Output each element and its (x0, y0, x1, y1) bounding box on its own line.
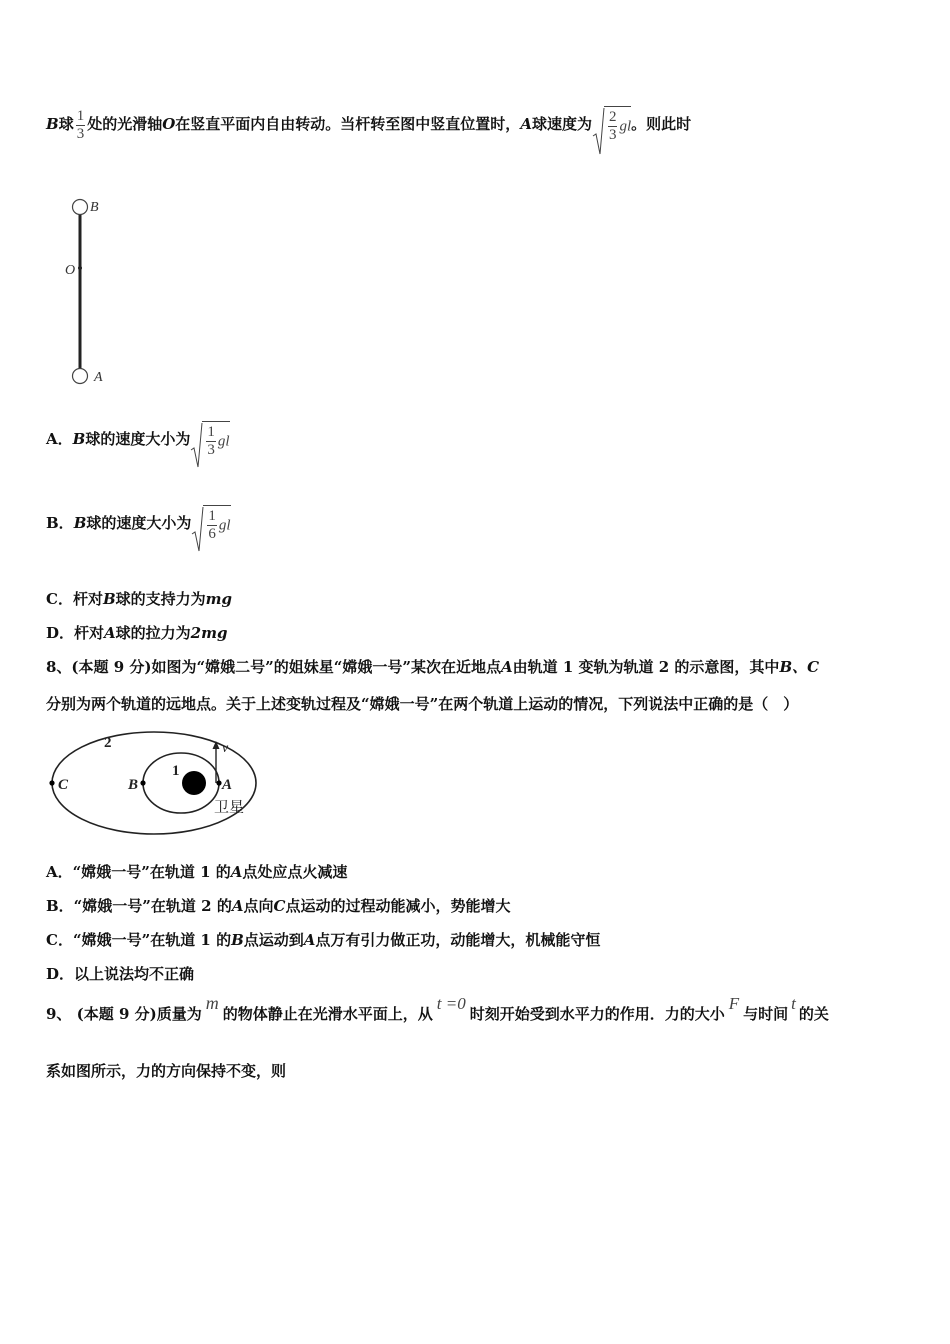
q7-intro-line (46, 106, 691, 144)
point-c-dot (49, 780, 54, 785)
q8-opt-d-text: D．以上说法均不正确 (46, 965, 195, 983)
q8-line-1 (46, 656, 819, 677)
q9-var-m: m (205, 993, 219, 1013)
planet-dot (182, 771, 206, 795)
q7-option-d (46, 622, 227, 643)
q9-t-zero: t =0 (436, 994, 466, 1013)
radical-sign (592, 106, 606, 158)
intro-text-c: 球速度为 (531, 115, 592, 133)
radical-sign (190, 421, 204, 471)
intro-text-d: 。则此时 (631, 115, 692, 133)
q8-opt-c-point1: B (231, 931, 244, 949)
q7-option-c (46, 588, 232, 609)
q9-text-5: 的关 (798, 1005, 829, 1023)
q8-text-b: 由轨道 1 变轨为轨道 2 的示意图，其中 (512, 658, 780, 676)
ball-b-circle (73, 200, 88, 215)
q8-opt-a-text1: A．“嫦娥一号”在轨道 1 的 (46, 863, 231, 881)
one-third-fraction (76, 108, 86, 143)
point-c-label: C (58, 777, 69, 793)
point-b-dot (140, 780, 145, 785)
q8-opt-a-text2: 点处应点火减速 (242, 863, 348, 881)
axis-label: O (162, 115, 176, 133)
option-b-sqrt (191, 505, 230, 543)
option-a-prefix: A． (46, 430, 73, 448)
intro-text-b: 在竖直平面内自由转动。当杆转至图中竖直位置时， (175, 115, 521, 133)
pivot-dot (78, 266, 82, 270)
option-c-ball: B (102, 590, 116, 608)
option-d-prefix: D．杆对 (46, 624, 105, 642)
q8-opt-a-point: A (230, 863, 243, 881)
radical-sign (191, 505, 205, 555)
option-b-num: 1 (208, 508, 216, 524)
option-d-ball: A (104, 624, 116, 642)
q8-opt-c-text1: C．“嫦娥一号”在轨道 1 的 (46, 931, 232, 949)
q9-line-2 (46, 1060, 286, 1081)
option-a-text: 球的速度大小为 (85, 430, 191, 448)
q8-opt-c-text3: 点万有引力做正功，动能增大，机械能守恒 (315, 931, 601, 949)
option-a-sqrt (190, 421, 229, 459)
q9-text-line2: 系如图所示，力的方向保持不变，则 (46, 1062, 287, 1080)
q9-text-2: 的物体静止在光滑水平面上，从 (222, 1005, 433, 1023)
sqrt-numerator: 2 (608, 109, 617, 125)
q8-points-bc: B、C (779, 658, 820, 676)
option-d-value: 2mg (190, 624, 228, 642)
orbit-1-label: 1 (172, 763, 180, 779)
q9-line-1 (46, 993, 829, 1024)
q8-option-d (46, 963, 194, 984)
q9-text-4: 与时间 (743, 1005, 789, 1023)
q8-opt-c-point2: A (303, 931, 316, 949)
option-c-prefix: C．杆对 (46, 590, 103, 608)
q8-line-2 (46, 693, 798, 714)
q8-opt-b-text3: 点运动的过程动能减小，势能增大 (285, 897, 511, 915)
option-b-text: 球的速度大小为 (86, 514, 192, 532)
option-a-ball: B (72, 430, 86, 448)
option-b-ball: B (73, 514, 87, 532)
orbit-1-ellipse (143, 753, 219, 813)
sqrt-variable: gl (619, 118, 632, 135)
ball-word: 球 (58, 115, 74, 133)
option-a-num: 1 (207, 424, 215, 440)
option-c-value: mg (205, 590, 233, 608)
satellite-label: 卫星 (214, 800, 245, 816)
intro-text-a: 处的光滑轴 (87, 115, 163, 133)
q9-var-f: F (728, 994, 740, 1013)
q8-text-a: 8、(本题 9 分)如图为“嫦娥二号”的姐妹星“嫦娥一号”某次在近地点 (46, 658, 502, 676)
orbit-figure (44, 730, 264, 840)
q8-option-c (46, 929, 600, 950)
fraction-numerator: 1 (76, 107, 85, 124)
fig-label-b: B (90, 200, 99, 215)
option-b-prefix: B． (46, 514, 74, 532)
rod-figure (44, 192, 124, 392)
ball-b-label: B (46, 115, 59, 133)
q8-option-b (46, 895, 510, 916)
velocity-label: v (222, 741, 229, 756)
sqrt-denominator: 3 (608, 127, 617, 143)
option-c-text: 球的支持力为 (115, 590, 206, 608)
q9-text-1: 9、 (本题 9 分)质量为 (46, 1005, 202, 1023)
q8-point-a: A (501, 658, 513, 676)
fig-label-o: O (65, 263, 76, 278)
q8-option-a (46, 861, 347, 882)
fig-label-a: A (94, 370, 103, 385)
point-b-label: B (128, 777, 139, 793)
q7-option-b (46, 505, 231, 543)
option-a-den: 3 (207, 442, 215, 458)
option-b-den: 6 (208, 526, 216, 542)
q8-opt-b-text2: 点向 (243, 897, 274, 915)
option-d-text: 球的拉力为 (115, 624, 191, 642)
orbit-2-label: 2 (104, 735, 112, 751)
option-b-var: gl (218, 517, 231, 534)
fraction-denominator: 3 (76, 125, 85, 142)
q8-opt-c-text2: 点运动到 (243, 931, 304, 949)
ball-a-circle (73, 369, 88, 384)
q8-opt-b-point2: C (273, 897, 286, 915)
q9-text-3: 时刻开始受到水平力的作用．力的大小 (469, 1005, 725, 1023)
point-a-dot (216, 780, 221, 785)
point-a-label: A (222, 777, 233, 793)
q8-opt-b-text1: B．“嫦娥一号”在轨道 2 的 (46, 897, 232, 915)
ball-a-label: A (520, 115, 532, 133)
q8-text-line2: 分别为两个轨道的远地点。关于上述变轨过程及“嫦娥一号”在两个轨道上运动的情况，下列说法中正确的是（ ） (46, 695, 799, 713)
q8-opt-b-point1: A (231, 897, 244, 915)
sqrt-expression (592, 106, 631, 144)
q9-var-t: t (791, 994, 796, 1013)
q7-option-a (46, 421, 230, 459)
option-a-var: gl (217, 433, 230, 450)
